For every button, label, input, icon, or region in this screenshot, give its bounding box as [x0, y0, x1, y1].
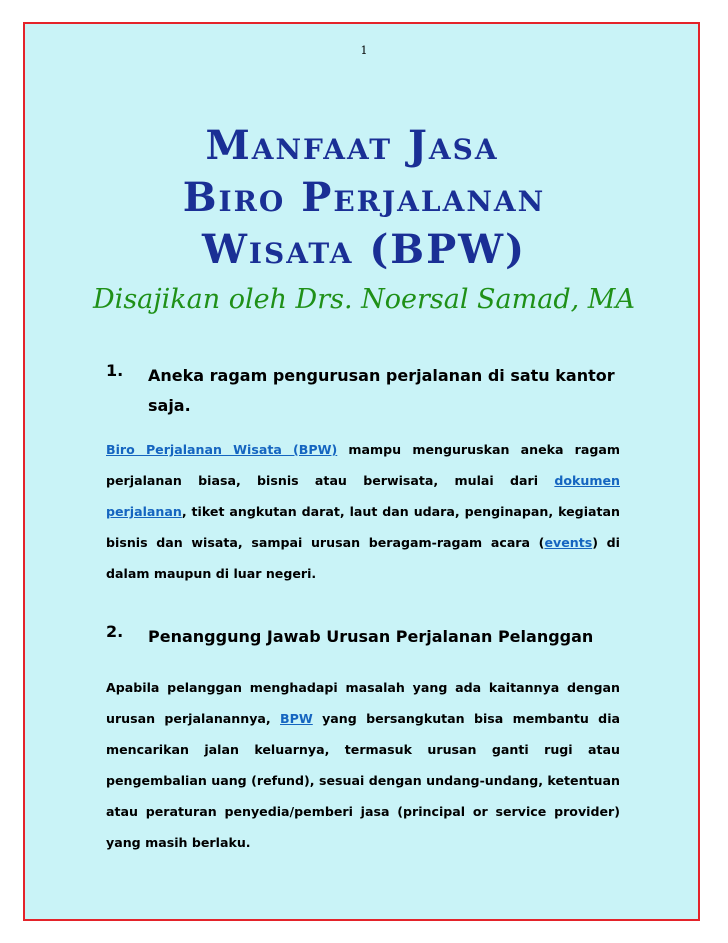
title-line-3: Wisata (BPW): [201, 226, 527, 273]
title-line-2: Biro Perjalanan: [182, 174, 546, 221]
link-dokumen-perjalanan[interactable]: dokumen perjalanan: [106, 473, 620, 519]
page-number: 1: [360, 44, 368, 57]
section-1-text-a: mampu menguruskan aneka ragam perjalanan biasa, bisnis atau berwisata, mulai dari: [106, 442, 620, 488]
section-1-text-c: ) di dalam maupun di luar negeri.: [106, 535, 620, 581]
section-2-paragraph: [106, 672, 620, 858]
link-events[interactable]: events: [544, 535, 593, 550]
section-1-text-b: , tiket angkutan darat, laut dan udara, penginapan, kegiatan bisnis dan wisata, sampai urusan beragam-ragam acara (: [106, 504, 620, 550]
section-1-number: 1.: [106, 361, 124, 380]
section-2-heading-text: Penanggung Jawab Urusan Perjalanan Pelanggan: [148, 627, 594, 646]
title-line-1: Manfaat Jasa: [205, 122, 499, 169]
section-1-heading-text: Aneka ragam pengurusan perjalanan di satu kantor saja.: [148, 366, 615, 415]
section-2-text-a: Apabila pelanggan menghadapi masalah yang ada kaitannya dengan urusan perjalanannya,: [106, 680, 620, 726]
section-1-paragraph: [106, 434, 620, 589]
link-biro-perjalanan-wisata[interactable]: Biro Perjalanan Wisata (BPW): [106, 442, 338, 457]
section-2-number: 2.: [106, 622, 124, 641]
section-2-text-b: yang bersangkutan bisa membantu dia mencarikan jalan keluarnya, termasuk urusan ganti rugi atau pengembalian uang (refund), sesuai dengan undang-undang, ketentuan atau peraturan penyedia/pemberi jasa (principal or service provider) yang masih berlaku.: [106, 711, 621, 850]
subtitle-author: Disajikan oleh Drs. Noersal Samad, MA: [93, 284, 635, 315]
link-bpw[interactable]: BPW: [280, 711, 313, 726]
